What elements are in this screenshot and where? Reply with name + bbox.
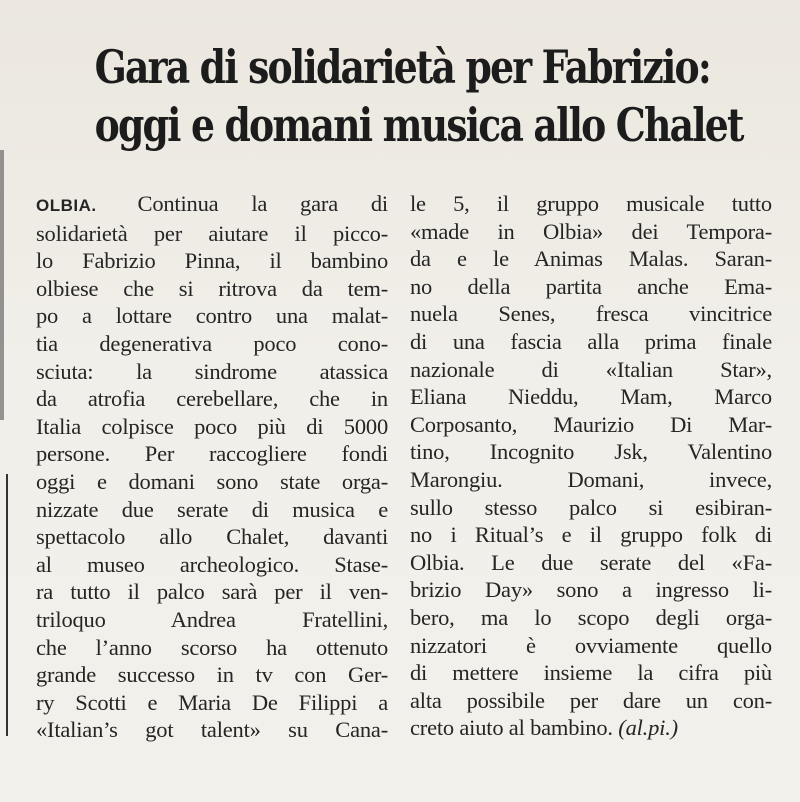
- article-line: nizzate due serate di musica e: [36, 496, 388, 522]
- article-line: «Italian’s got talent» su Cana-: [36, 717, 388, 743]
- article-line-final: [410, 714, 772, 742]
- article-line: grande successo in tv con Ger-: [36, 662, 388, 688]
- article-line: no i Ritual’s e il gruppo folk di: [410, 522, 772, 548]
- article-line: sullo stesso palco si esibiran-: [410, 494, 772, 520]
- headline: [28, 38, 768, 154]
- article-line: triloquo Andrea Fratellini,: [36, 606, 388, 632]
- article-line: spettacolo allo Chalet, davanti: [36, 524, 388, 550]
- article-column-1: [36, 190, 388, 744]
- article-line: nizzatori è ovviamente quello: [410, 632, 772, 658]
- article-line: Marongiu. Domani, invece,: [410, 466, 772, 492]
- article-line: Olbia. Le due serate del «Fa-: [410, 549, 772, 575]
- article-line: sciuta: la sindrome atassica: [36, 358, 388, 384]
- article-line: nuela Senes, fresca vincitrice: [410, 301, 772, 327]
- article-line: bero, ma lo scopo degli orga-: [410, 604, 772, 630]
- column-rule: [6, 474, 8, 736]
- headline-line-2: oggi e domani musica allo Chalet: [94, 98, 743, 152]
- author-signature: (al.pi.): [618, 715, 678, 741]
- article-line: lo Fabrizio Pinna, il bambino: [36, 248, 388, 274]
- article-line: al museo archeologico. Stase-: [36, 551, 388, 577]
- dateline: OLBIA.: [36, 196, 97, 215]
- article-line: [36, 190, 388, 220]
- article-column-2: [410, 190, 772, 742]
- article-line: da e le Animas Malas. Saran-: [410, 246, 772, 272]
- article-line: brizio Day» sono a ingresso li-: [410, 577, 772, 603]
- article-line-text: Continua la gara di: [137, 191, 388, 216]
- article-line: tino, Incognito Jsk, Valentino: [410, 439, 772, 465]
- article-line: oggi e domani sono state orga-: [36, 468, 388, 494]
- article-line: ra tutto il palco sarà per il ven-: [36, 579, 388, 605]
- article-line: po a lottare contro una malat-: [36, 303, 388, 329]
- article-line: ry Scotti e Maria De Filippi a: [36, 689, 388, 715]
- article-line: olbiese che si ritrova da tem-: [36, 275, 388, 301]
- article-line: di una fascia alla prima finale: [410, 328, 772, 354]
- article-line: Italia colpisce poco più di 5000: [36, 413, 388, 439]
- article-line: Eliana Nieddu, Mam, Marco: [410, 384, 772, 410]
- article-line: alta possibile per dare un con-: [410, 687, 772, 713]
- column-rule-top: [0, 150, 4, 420]
- article-line: solidarietà per aiutare il picco-: [36, 220, 388, 246]
- article-line: Corposanto, Maurizio Di Mar-: [410, 411, 772, 437]
- article-line: no della partita anche Ema-: [410, 273, 772, 299]
- article-line: persone. Per raccogliere fondi: [36, 441, 388, 467]
- article-line: nazionale di «Italian Star»,: [410, 356, 772, 382]
- article-line: tia degenerativa poco cono-: [36, 330, 388, 356]
- article-line: le 5, il gruppo musicale tutto: [410, 191, 772, 216]
- article-line: da atrofia cerebellare, che in: [36, 386, 388, 412]
- headline-line-1: Gara di solidarietà per Fabrizio:: [94, 40, 711, 94]
- article-line: di mettere insieme la cifra più: [410, 660, 772, 686]
- article-line: «made in Olbia» dei Tempora-: [410, 218, 772, 244]
- article-line-text: creto aiuto al bambino.: [410, 715, 613, 741]
- article-line: che l’anno scorso ha ottenuto: [36, 634, 388, 660]
